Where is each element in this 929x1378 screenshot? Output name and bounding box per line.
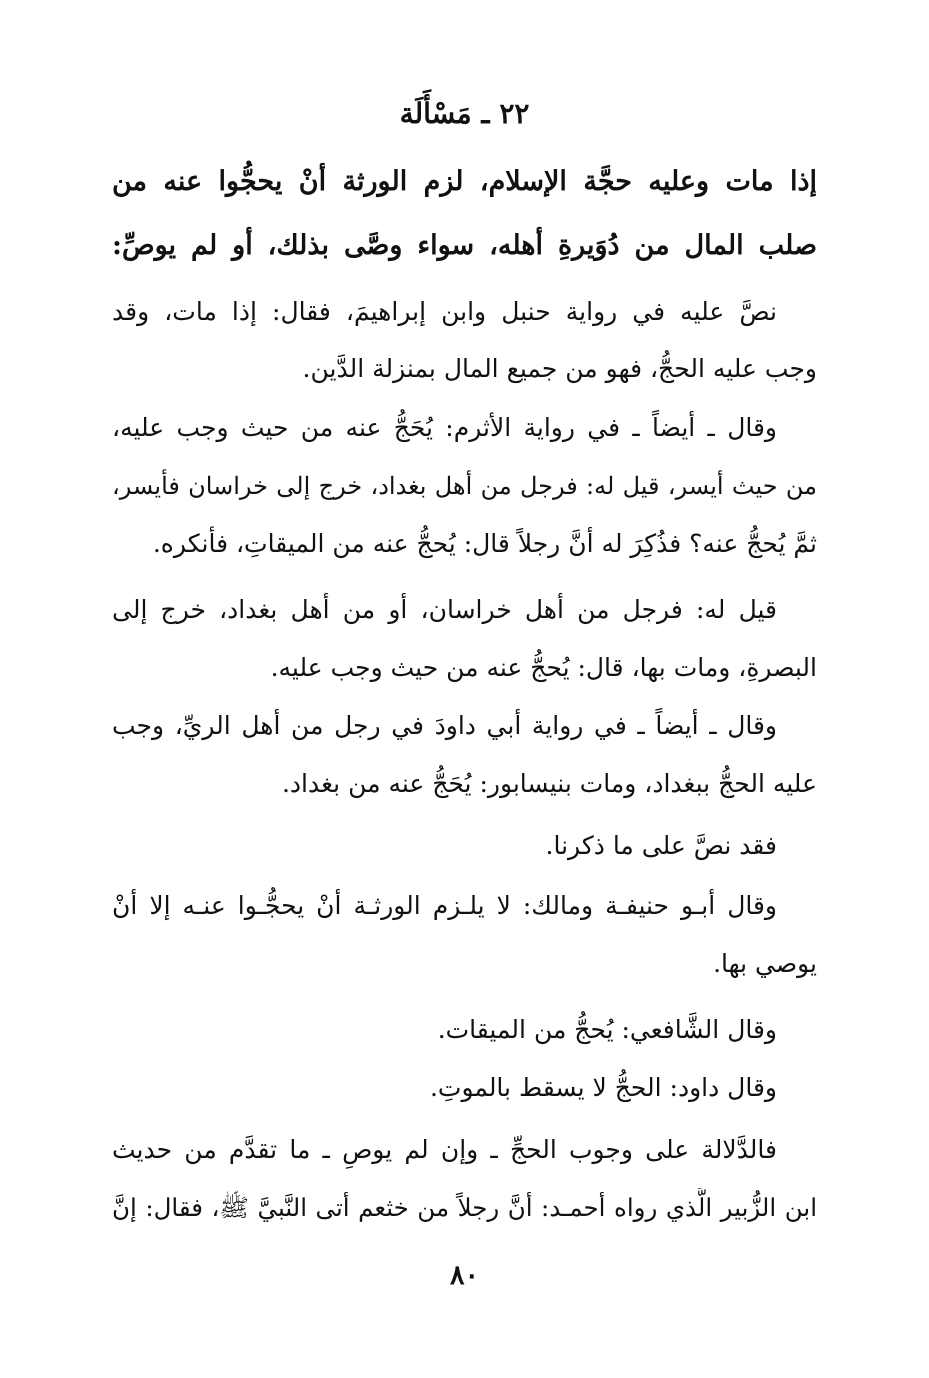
text-line: نصَّ عليه في رواية حنبل وابن إبراهيمَ، فقال: إذا مات، وقد — [112, 297, 777, 326]
text-line: ابن الزُّبير الَّذي رواه أحمـد: أنَّ رجلاً من خثعم أتى النَّبيَّ ﷺ، فقال: إنَّ — [112, 1193, 817, 1222]
text-line: وقال أبـو حنيفـة ومالك: لا يلـزم الورثـة أنْ يحجُّـوا عنـه إلا أنْ — [112, 891, 777, 920]
text-line: من حيث أيسر، قيل له: فرجل من أهل بغداد، خرج إلى خراسان فأيسر، — [112, 472, 817, 500]
text-line: فالدَّلالة على وجوب الحجِّ ـ وإن لم يوصِ ـ ما تقدَّم من حديث — [112, 1135, 777, 1164]
text-line: ثمَّ يُحجُّ عنه؟ فذُكِرَ له أنَّ رجلاً قال: يُحجُّ عنه من الميقاتِ، فأنكره. — [152, 529, 817, 558]
text-line: يوصي بها. — [713, 949, 817, 978]
page-number: ٨٠ — [449, 1260, 479, 1291]
text-line: وقال ـ أيضاً ـ في رواية أبي داودَ في رجل من أهل الريِّ، وجب — [112, 711, 777, 740]
text-line: وقال ـ أيضاً ـ في رواية الأثرم: يُحَجُّ عنه من حيث وجب عليه، — [112, 413, 777, 442]
text-line: وجب عليه الحجُّ، فهو من جميع المال بمنزلة الدَّين. — [302, 354, 817, 383]
text-line: فقد نصَّ على ما ذكرنا. — [545, 831, 777, 860]
section-number: ٢٢ ـ — [481, 97, 530, 130]
text-line: صلب المال من دُوَيرةِ أهله، سواء وصَّى بذلك، أو لم يوصِّ: — [112, 230, 817, 261]
text-line: وقال داود: الحجُّ لا يسقط بالموتِ. — [429, 1073, 777, 1102]
section-title: مَسْأَلَة — [399, 97, 472, 130]
text-line: عليه الحجُّ ببغداد، ومات بنيسابور: يُحَجُّ عنه من بغداد. — [281, 769, 817, 798]
text-line: إذا مات وعليه حجَّة الإسلام، لزم الورثة أنْ يحجُّوا عنه من — [112, 166, 817, 197]
text-line: البصرةِ، ومات بها، قال: يُحجُّ عنه من حيث وجب عليه. — [270, 653, 817, 682]
text-line: وقال الشَّافعي: يُحجُّ من الميقات. — [437, 1015, 777, 1044]
text-line: قيل له: فرجل من أهل خراسان، أو من أهل بغداد، خرج إلى — [112, 595, 777, 624]
